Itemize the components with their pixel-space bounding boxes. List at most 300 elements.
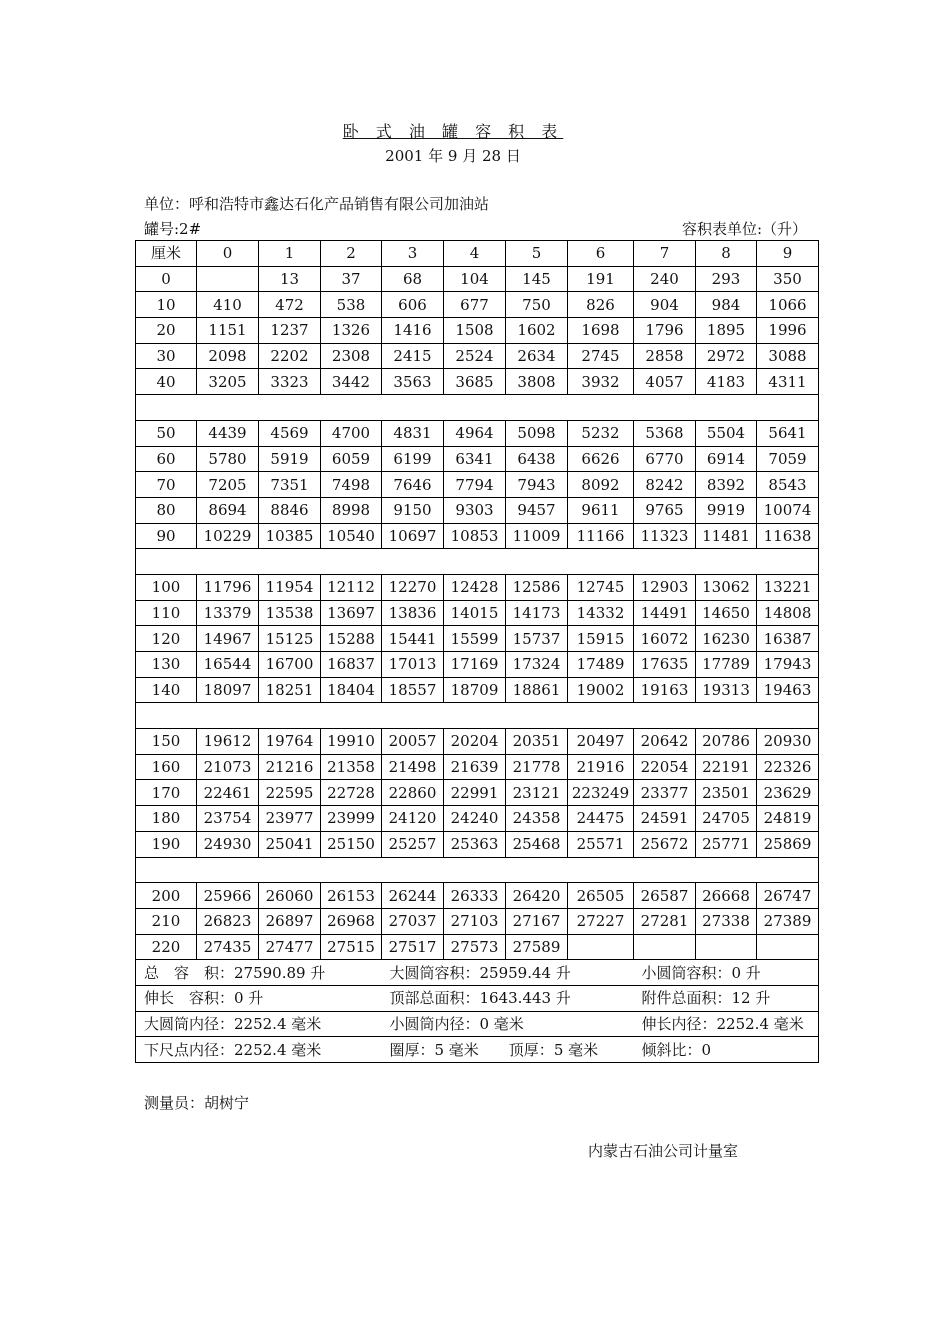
table-cell: 7351 xyxy=(259,472,321,498)
table-cell: 22728 xyxy=(321,780,382,806)
table-cell: 11796 xyxy=(197,574,259,600)
table-cell: 3088 xyxy=(757,343,819,369)
row-label-cell: 140 xyxy=(136,677,197,703)
table-row xyxy=(136,780,819,806)
table-row xyxy=(136,420,819,446)
table-row xyxy=(136,523,819,549)
table-cell: 26668 xyxy=(696,883,757,909)
table-cell: 10074 xyxy=(757,497,819,523)
table-row xyxy=(136,497,819,523)
table-cell: 538 xyxy=(321,292,382,318)
table-cell: 25869 xyxy=(757,831,819,857)
column-header-cell: 8 xyxy=(696,241,757,267)
table-row xyxy=(136,934,819,960)
table-cell: 2634 xyxy=(506,343,568,369)
table-cell: 22054 xyxy=(634,754,696,780)
table-cell: 9303 xyxy=(444,497,506,523)
summary-cell: 总 容 积：27590.89 升 xyxy=(136,960,382,986)
table-cell: 23977 xyxy=(259,806,321,832)
table-cell: 2308 xyxy=(321,343,382,369)
table-cell: 3205 xyxy=(197,369,259,395)
row-label-cell: 50 xyxy=(136,420,197,446)
row-label-cell: 150 xyxy=(136,729,197,755)
table-cell: 23629 xyxy=(757,780,819,806)
table-row xyxy=(136,729,819,755)
table-cell: 24475 xyxy=(568,806,634,832)
table-cell: 7943 xyxy=(506,472,568,498)
column-header-cell: 9 xyxy=(757,241,819,267)
table-cell: 6059 xyxy=(321,446,382,472)
table-cell: 240 xyxy=(634,266,696,292)
row-label-cell: 120 xyxy=(136,626,197,652)
table-cell: 5641 xyxy=(757,420,819,446)
table-cell: 293 xyxy=(696,266,757,292)
table-cell: 4831 xyxy=(382,420,444,446)
table-cell: 23121 xyxy=(506,780,568,806)
table-cell: 7498 xyxy=(321,472,382,498)
table-cell: 6914 xyxy=(696,446,757,472)
table-cell: 12586 xyxy=(506,574,568,600)
spacer-cell xyxy=(382,703,444,729)
table-cell: 24591 xyxy=(634,806,696,832)
tank-number: 罐号:2# xyxy=(144,220,202,238)
table-cell: 1326 xyxy=(321,318,382,344)
table-cell: 4964 xyxy=(444,420,506,446)
table-row xyxy=(136,754,819,780)
table-row xyxy=(136,446,819,472)
table-row xyxy=(136,908,819,934)
table-cell: 9919 xyxy=(696,497,757,523)
table-cell: 12112 xyxy=(321,574,382,600)
summary-row xyxy=(136,1037,819,1063)
spacer-cell xyxy=(506,703,568,729)
summary-cell: 小圆筒内径：0 毫米 xyxy=(382,1011,634,1037)
table-cell xyxy=(568,934,634,960)
spacer-cell xyxy=(321,549,382,575)
summary-cell: 大圆筒容积：25959.44 升 xyxy=(382,960,634,986)
spacer-cell xyxy=(634,395,696,421)
table-cell: 16700 xyxy=(259,652,321,678)
table-cell: 4057 xyxy=(634,369,696,395)
table-cell: 23501 xyxy=(696,780,757,806)
spacer-cell xyxy=(197,395,259,421)
table-cell: 1602 xyxy=(506,318,568,344)
table-cell: 15441 xyxy=(382,626,444,652)
table-cell: 223249 xyxy=(568,780,634,806)
spacer-cell xyxy=(757,395,819,421)
row-label-cell: 160 xyxy=(136,754,197,780)
table-cell: 12270 xyxy=(382,574,444,600)
table-cell: 18404 xyxy=(321,677,382,703)
table-cell: 22326 xyxy=(757,754,819,780)
table-cell: 5780 xyxy=(197,446,259,472)
spacer-cell xyxy=(444,549,506,575)
spacer-cell xyxy=(197,703,259,729)
table-cell: 24930 xyxy=(197,831,259,857)
column-header-cell: 7 xyxy=(634,241,696,267)
table-cell: 1508 xyxy=(444,318,506,344)
table-row xyxy=(136,318,819,344)
department: 内蒙古石油公司计量室 xyxy=(588,1142,739,1160)
table-cell: 9765 xyxy=(634,497,696,523)
table-cell: 26587 xyxy=(634,883,696,909)
table-cell: 10853 xyxy=(444,523,506,549)
summary-cell: 附件总面积：12 升 xyxy=(634,985,819,1011)
table-cell: 2415 xyxy=(382,343,444,369)
spacer-row xyxy=(136,857,819,883)
table-cell: 27477 xyxy=(259,934,321,960)
table-cell: 25150 xyxy=(321,831,382,857)
table-cell: 26333 xyxy=(444,883,506,909)
spacer-row xyxy=(136,703,819,729)
table-cell: 6626 xyxy=(568,446,634,472)
spacer-cell xyxy=(757,703,819,729)
unit-line: 单位：呼和浩特市鑫达石化产品销售有限公司加油站 xyxy=(144,195,490,213)
table-header-row xyxy=(136,241,819,267)
table-cell: 3685 xyxy=(444,369,506,395)
table-cell: 410 xyxy=(197,292,259,318)
table-cell: 7205 xyxy=(197,472,259,498)
table-cell: 3808 xyxy=(506,369,568,395)
table-cell: 22595 xyxy=(259,780,321,806)
table-cell: 22191 xyxy=(696,754,757,780)
table-cell: 25257 xyxy=(382,831,444,857)
spacer-cell xyxy=(696,395,757,421)
spacer-cell xyxy=(568,857,634,883)
table-cell: 26153 xyxy=(321,883,382,909)
table-cell: 17943 xyxy=(757,652,819,678)
column-header-cell: 3 xyxy=(382,241,444,267)
table-cell: 25041 xyxy=(259,831,321,857)
table-cell: 15599 xyxy=(444,626,506,652)
column-header-cell: 6 xyxy=(568,241,634,267)
table-cell: 2858 xyxy=(634,343,696,369)
table-cell: 27037 xyxy=(382,908,444,934)
row-label-cell: 20 xyxy=(136,318,197,344)
table-cell: 20930 xyxy=(757,729,819,755)
table-cell: 3563 xyxy=(382,369,444,395)
spacer-cell xyxy=(634,857,696,883)
table-row xyxy=(136,677,819,703)
spacer-cell xyxy=(444,703,506,729)
summary-cell: 伸长内径：2252.4 毫米 xyxy=(634,1011,819,1037)
table-cell: 10697 xyxy=(382,523,444,549)
spacer-cell xyxy=(382,857,444,883)
table-cell: 27227 xyxy=(568,908,634,934)
table-cell: 26244 xyxy=(382,883,444,909)
table-cell: 25771 xyxy=(696,831,757,857)
table-cell: 1237 xyxy=(259,318,321,344)
table-cell: 5919 xyxy=(259,446,321,472)
spacer-cell xyxy=(321,703,382,729)
table-cell: 24358 xyxy=(506,806,568,832)
table-cell: 21778 xyxy=(506,754,568,780)
table-cell xyxy=(634,934,696,960)
table-cell: 24120 xyxy=(382,806,444,832)
spacer-cell xyxy=(259,395,321,421)
spacer-cell xyxy=(136,703,197,729)
table-cell: 13836 xyxy=(382,600,444,626)
table-row xyxy=(136,266,819,292)
row-label-cell: 80 xyxy=(136,497,197,523)
table-cell: 11954 xyxy=(259,574,321,600)
spacer-cell xyxy=(382,395,444,421)
table-cell: 27281 xyxy=(634,908,696,934)
table-cell: 472 xyxy=(259,292,321,318)
table-cell: 20204 xyxy=(444,729,506,755)
table-cell: 826 xyxy=(568,292,634,318)
row-label-cell: 100 xyxy=(136,574,197,600)
table-cell: 21916 xyxy=(568,754,634,780)
table-cell: 2098 xyxy=(197,343,259,369)
row-label-cell: 220 xyxy=(136,934,197,960)
spacer-cell xyxy=(568,703,634,729)
table-cell: 24819 xyxy=(757,806,819,832)
table-cell: 1796 xyxy=(634,318,696,344)
table-cell: 6438 xyxy=(506,446,568,472)
summary-cell: 倾斜比：0 xyxy=(634,1037,819,1063)
row-label-cell: 130 xyxy=(136,652,197,678)
table-cell: 18097 xyxy=(197,677,259,703)
table-cell: 20642 xyxy=(634,729,696,755)
table-row xyxy=(136,472,819,498)
table-cell: 1996 xyxy=(757,318,819,344)
table-cell: 17635 xyxy=(634,652,696,678)
table-cell: 11323 xyxy=(634,523,696,549)
spacer-cell xyxy=(259,857,321,883)
spacer-cell xyxy=(634,703,696,729)
table-cell: 19163 xyxy=(634,677,696,703)
table-cell: 17324 xyxy=(506,652,568,678)
spacer-cell xyxy=(136,857,197,883)
table-cell: 18709 xyxy=(444,677,506,703)
table-cell: 8543 xyxy=(757,472,819,498)
table-cell: 7059 xyxy=(757,446,819,472)
spacer-cell xyxy=(568,549,634,575)
table-cell: 8998 xyxy=(321,497,382,523)
table-cell: 19463 xyxy=(757,677,819,703)
table-cell: 6341 xyxy=(444,446,506,472)
table-cell: 14650 xyxy=(696,600,757,626)
table-cell: 9457 xyxy=(506,497,568,523)
table-cell: 7646 xyxy=(382,472,444,498)
table-cell: 23377 xyxy=(634,780,696,806)
summary-row xyxy=(136,960,819,986)
table-cell: 17789 xyxy=(696,652,757,678)
table-cell: 21073 xyxy=(197,754,259,780)
table-cell: 21216 xyxy=(259,754,321,780)
row-label-cell: 30 xyxy=(136,343,197,369)
table-cell: 984 xyxy=(696,292,757,318)
spacer-cell xyxy=(634,549,696,575)
table-cell: 22991 xyxy=(444,780,506,806)
table-cell xyxy=(197,266,259,292)
table-cell: 15288 xyxy=(321,626,382,652)
table-cell: 19002 xyxy=(568,677,634,703)
row-label-cell: 90 xyxy=(136,523,197,549)
table-cell: 13062 xyxy=(696,574,757,600)
spacer-cell xyxy=(696,703,757,729)
table-cell: 1895 xyxy=(696,318,757,344)
table-cell: 16544 xyxy=(197,652,259,678)
table-cell: 26968 xyxy=(321,908,382,934)
summary-cell: 小圆筒容积：0 升 xyxy=(634,960,819,986)
table-cell: 26897 xyxy=(259,908,321,934)
table-cell: 20351 xyxy=(506,729,568,755)
summary-row xyxy=(136,985,819,1011)
table-cell: 2202 xyxy=(259,343,321,369)
table-cell: 27573 xyxy=(444,934,506,960)
table-cell: 14967 xyxy=(197,626,259,652)
table-cell xyxy=(757,934,819,960)
summary-cell: 顶部总面积：1643.443 升 xyxy=(382,985,634,1011)
table-cell: 4311 xyxy=(757,369,819,395)
table-cell: 750 xyxy=(506,292,568,318)
table-cell: 14015 xyxy=(444,600,506,626)
spacer-row xyxy=(136,549,819,575)
spacer-cell xyxy=(506,549,568,575)
table-cell: 7794 xyxy=(444,472,506,498)
summary-row xyxy=(136,1011,819,1037)
table-cell: 13538 xyxy=(259,600,321,626)
document-title: 卧 式 油 罐 容 积 表 xyxy=(342,122,564,141)
table-cell: 11166 xyxy=(568,523,634,549)
row-label-cell: 180 xyxy=(136,806,197,832)
table-cell: 8694 xyxy=(197,497,259,523)
table-cell: 17169 xyxy=(444,652,506,678)
spacer-cell xyxy=(757,549,819,575)
table-cell: 10540 xyxy=(321,523,382,549)
table-cell: 25571 xyxy=(568,831,634,857)
document-date: 2001 年 9 月 28 日 xyxy=(385,147,521,165)
row-label-cell: 10 xyxy=(136,292,197,318)
table-cell: 22461 xyxy=(197,780,259,806)
table-cell: 15737 xyxy=(506,626,568,652)
table-cell: 12903 xyxy=(634,574,696,600)
spacer-cell xyxy=(757,857,819,883)
spacer-cell xyxy=(136,395,197,421)
table-cell: 20057 xyxy=(382,729,444,755)
table-cell: 8092 xyxy=(568,472,634,498)
column-header-cell: 5 xyxy=(506,241,568,267)
table-row xyxy=(136,883,819,909)
table-cell: 5232 xyxy=(568,420,634,446)
table-cell: 6199 xyxy=(382,446,444,472)
spacer-cell xyxy=(444,857,506,883)
table-cell: 24240 xyxy=(444,806,506,832)
row-label-cell: 70 xyxy=(136,472,197,498)
row-label-cell: 60 xyxy=(136,446,197,472)
spacer-cell xyxy=(696,857,757,883)
table-cell: 27389 xyxy=(757,908,819,934)
table-cell: 8392 xyxy=(696,472,757,498)
table-row xyxy=(136,626,819,652)
table-cell: 11481 xyxy=(696,523,757,549)
table-cell: 13697 xyxy=(321,600,382,626)
spacer-cell xyxy=(197,857,259,883)
row-label-cell: 40 xyxy=(136,369,197,395)
table-cell: 17489 xyxy=(568,652,634,678)
table-cell: 13221 xyxy=(757,574,819,600)
table-cell: 15125 xyxy=(259,626,321,652)
spacer-cell xyxy=(321,857,382,883)
table-cell: 26420 xyxy=(506,883,568,909)
table-row xyxy=(136,600,819,626)
row-label-cell: 0 xyxy=(136,266,197,292)
table-cell: 25363 xyxy=(444,831,506,857)
table-cell: 10385 xyxy=(259,523,321,549)
table-cell: 27589 xyxy=(506,934,568,960)
table-cell: 14808 xyxy=(757,600,819,626)
table-cell: 21498 xyxy=(382,754,444,780)
row-label-cell: 210 xyxy=(136,908,197,934)
spacer-cell xyxy=(321,395,382,421)
spacer-row xyxy=(136,395,819,421)
table-cell: 145 xyxy=(506,266,568,292)
table-cell: 10229 xyxy=(197,523,259,549)
table-cell: 9611 xyxy=(568,497,634,523)
spacer-cell xyxy=(568,395,634,421)
table-cell: 13 xyxy=(259,266,321,292)
table-cell: 1066 xyxy=(757,292,819,318)
table-cell: 5098 xyxy=(506,420,568,446)
table-cell: 904 xyxy=(634,292,696,318)
table-cell: 191 xyxy=(568,266,634,292)
table-row xyxy=(136,574,819,600)
table-cell: 1151 xyxy=(197,318,259,344)
table-row xyxy=(136,292,819,318)
table-cell: 20497 xyxy=(568,729,634,755)
row-label-cell: 110 xyxy=(136,600,197,626)
table-cell: 22860 xyxy=(382,780,444,806)
spacer-cell xyxy=(382,549,444,575)
table-cell: 104 xyxy=(444,266,506,292)
table-cell: 9150 xyxy=(382,497,444,523)
table-cell: 3323 xyxy=(259,369,321,395)
table-cell: 8242 xyxy=(634,472,696,498)
table-row xyxy=(136,806,819,832)
table-cell: 26505 xyxy=(568,883,634,909)
row-label-cell: 190 xyxy=(136,831,197,857)
table-cell: 23754 xyxy=(197,806,259,832)
table-cell: 16837 xyxy=(321,652,382,678)
table-cell: 3442 xyxy=(321,369,382,395)
table-cell: 25966 xyxy=(197,883,259,909)
spacer-cell xyxy=(506,395,568,421)
table-cell: 18557 xyxy=(382,677,444,703)
spacer-cell xyxy=(506,857,568,883)
table-cell: 11638 xyxy=(757,523,819,549)
table-cell: 27338 xyxy=(696,908,757,934)
table-cell: 27167 xyxy=(506,908,568,934)
table-cell: 37 xyxy=(321,266,382,292)
table-cell: 19612 xyxy=(197,729,259,755)
table-cell: 26747 xyxy=(757,883,819,909)
table-cell: 68 xyxy=(382,266,444,292)
table-cell: 4700 xyxy=(321,420,382,446)
summary-cell: 圈厚：5 毫米 顶厚：5 毫米 xyxy=(382,1037,634,1063)
table-cell: 24705 xyxy=(696,806,757,832)
summary-cell: 伸长 容积：0 升 xyxy=(136,985,382,1011)
table-cell: 18251 xyxy=(259,677,321,703)
table-cell: 4439 xyxy=(197,420,259,446)
table-row xyxy=(136,831,819,857)
spacer-cell xyxy=(696,549,757,575)
table-cell: 5504 xyxy=(696,420,757,446)
capacity-table xyxy=(135,240,819,1063)
table-cell: 27103 xyxy=(444,908,506,934)
table-cell: 25672 xyxy=(634,831,696,857)
